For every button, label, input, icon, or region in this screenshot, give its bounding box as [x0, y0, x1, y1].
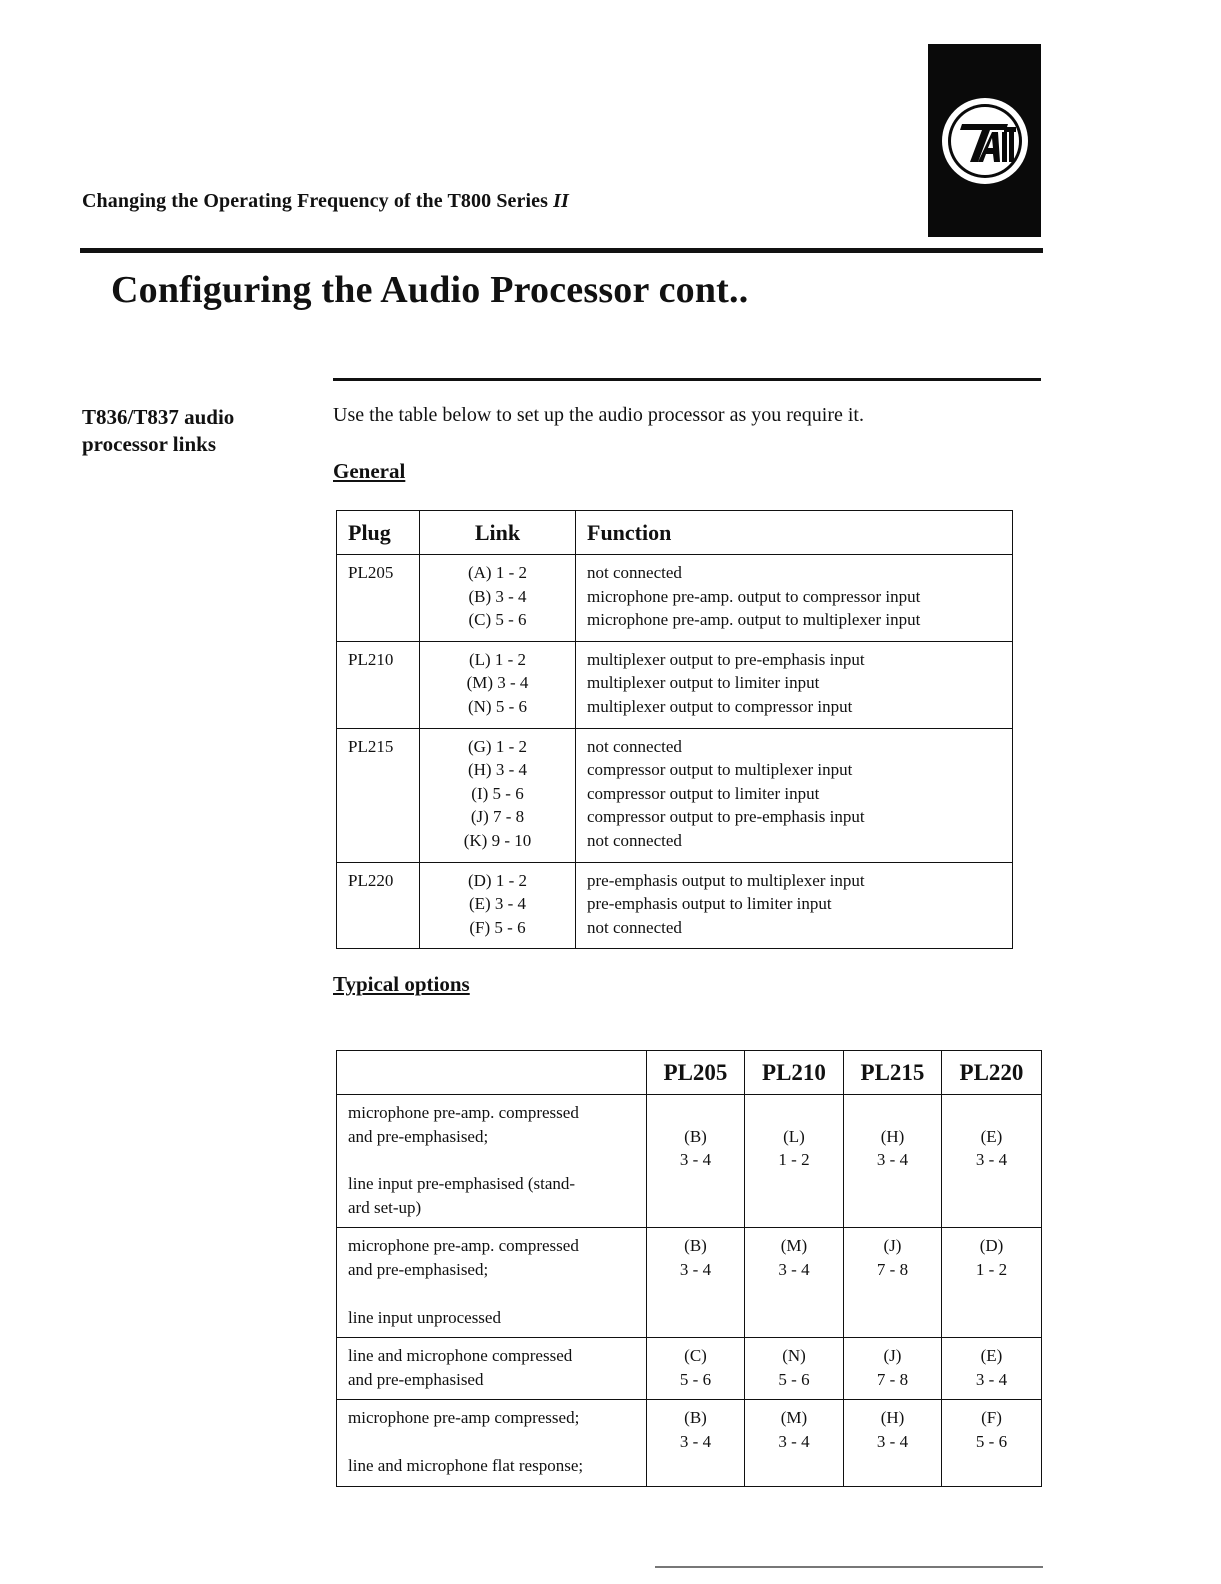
side-heading-line: T836/T837 audio — [82, 405, 235, 429]
link-setting-cell — [647, 1095, 745, 1228]
link-setting-cell — [745, 1338, 844, 1400]
link-setting-cell — [844, 1095, 942, 1228]
typical-table-body — [337, 1095, 1042, 1487]
link-setting-cell — [745, 1400, 844, 1486]
page-title: Configuring the Audio Processor cont.. — [111, 269, 749, 311]
description-line: and pre-emphasised; — [348, 1126, 489, 1146]
tait-logo-icon — [928, 44, 1041, 237]
description-line: line input pre-emphasised (stand- — [348, 1174, 576, 1194]
link-setting: 3 - 4 — [778, 1431, 810, 1451]
function-text: multiplexer output to pre-emphasis input — [587, 649, 865, 669]
link-setting-cell — [942, 1338, 1042, 1400]
typical-options-heading: Typical options — [333, 972, 470, 996]
link-setting: (N) — [782, 1346, 806, 1366]
link-setting: (H) — [880, 1126, 905, 1146]
link-value: (D) 1 - 2 — [467, 870, 527, 890]
function-text: compressor output to limiter input — [587, 783, 820, 803]
link-cell — [420, 728, 576, 862]
link-value: (I) 5 - 6 — [471, 783, 524, 803]
description-line: microphone pre-amp. compressed — [348, 1103, 579, 1122]
link-setting: 3 - 4 — [679, 1259, 712, 1279]
intro-text: Use the table below to set up the audio processor as you require it. — [333, 404, 864, 426]
link-setting: (B) — [684, 1236, 707, 1256]
function-text: multiplexer output to limiter input — [587, 673, 820, 693]
link-setting-cell — [942, 1095, 1042, 1228]
description-line: microphone pre-amp. compressed — [348, 1236, 579, 1256]
column-header-pl210: PL210 — [745, 1051, 844, 1095]
link-setting: (J) — [883, 1346, 902, 1366]
typical-options-table — [336, 1050, 1042, 1487]
side-heading-line: processor links — [82, 432, 216, 456]
column-header-plug: Plug — [337, 511, 420, 555]
function-text: not connected — [587, 563, 682, 582]
link-setting: 3 - 4 — [975, 1150, 1008, 1170]
section-rule — [333, 378, 1041, 381]
table-row — [337, 641, 1013, 728]
link-value: (G) 1 - 2 — [467, 736, 527, 756]
link-setting: 3 - 4 — [975, 1369, 1008, 1389]
running-header-title: Changing the Operating Frequency of the T800 Series — [82, 190, 549, 212]
link-setting: 7 - 8 — [876, 1259, 909, 1279]
option-description — [337, 1095, 647, 1228]
paragraph-gap — [348, 1148, 636, 1172]
link-value: (B) 3 - 4 — [468, 586, 527, 606]
function-text: multiplexer output to compressor input — [587, 696, 853, 716]
description-line: and pre-emphasised — [348, 1369, 484, 1389]
description-line: and pre-emphasised; — [348, 1259, 489, 1279]
link-value: (L) 1 - 2 — [468, 649, 527, 669]
option-description — [337, 1400, 647, 1486]
paragraph-gap — [348, 1282, 636, 1306]
description-line: line and microphone compressed — [348, 1346, 573, 1366]
link-setting: 5 - 6 — [975, 1431, 1008, 1451]
link-value: (E) 3 - 4 — [468, 894, 527, 914]
link-value: (J) 7 - 8 — [470, 807, 525, 827]
table-row — [337, 1228, 1042, 1338]
link-setting: (J) — [883, 1236, 902, 1256]
link-setting-cell — [745, 1228, 844, 1338]
description-line: line input unprocessed — [348, 1307, 501, 1327]
link-cell — [420, 641, 576, 728]
plug-cell: PL220 — [337, 862, 420, 949]
function-cell — [576, 641, 1013, 728]
link-setting: 1 - 2 — [975, 1259, 1008, 1279]
link-setting: 7 - 8 — [876, 1369, 909, 1389]
link-value: (N) 5 - 6 — [467, 696, 527, 716]
table-row — [337, 728, 1013, 862]
link-setting: 5 - 6 — [679, 1369, 712, 1389]
plug-cell: PL205 — [337, 555, 420, 642]
general-heading: General — [333, 459, 406, 483]
header-rule — [80, 248, 1043, 253]
table-row — [337, 1095, 1042, 1228]
description-line: ard set-up) — [348, 1197, 422, 1217]
table-row — [337, 862, 1013, 949]
link-setting-cell — [647, 1400, 745, 1486]
running-header — [82, 190, 569, 213]
plug-cell: PL210 — [337, 641, 420, 728]
function-text: microphone pre-amp. output to compressor input — [587, 586, 921, 606]
function-text: pre-emphasis output to multiplexer input — [587, 870, 865, 890]
link-value: (F) 5 - 6 — [469, 917, 526, 937]
function-text: not connected — [587, 736, 682, 756]
link-setting: 3 - 4 — [679, 1150, 712, 1170]
function-text: compressor output to multiplexer input — [587, 760, 853, 780]
table-row — [337, 1338, 1042, 1400]
link-setting-cell — [844, 1338, 942, 1400]
column-header-pl220: PL220 — [942, 1051, 1042, 1095]
link-setting: (M) — [780, 1408, 808, 1428]
function-cell — [576, 862, 1013, 949]
function-text: compressor output to pre-emphasis input — [587, 807, 865, 827]
column-header-pl215: PL215 — [844, 1051, 942, 1095]
function-cell — [576, 555, 1013, 642]
function-text: not connected — [587, 917, 682, 937]
table-header-row — [337, 511, 1013, 555]
link-cell — [420, 555, 576, 642]
link-setting: 3 - 4 — [876, 1150, 909, 1170]
link-setting: (F) — [981, 1408, 1002, 1428]
link-setting-cell — [745, 1095, 844, 1228]
side-heading — [82, 404, 282, 458]
link-setting-cell — [647, 1228, 745, 1338]
link-setting-cell — [942, 1400, 1042, 1486]
link-setting: 3 - 4 — [778, 1259, 810, 1279]
column-header-description — [337, 1051, 647, 1095]
link-value: (M) 3 - 4 — [466, 673, 529, 693]
link-setting-cell — [844, 1228, 942, 1338]
link-cell — [420, 862, 576, 949]
general-table-body — [337, 555, 1013, 949]
table-header-row — [337, 1051, 1042, 1095]
table-row — [337, 1400, 1042, 1486]
link-value: (H) 3 - 4 — [467, 760, 527, 780]
link-setting: (M) — [780, 1236, 808, 1256]
function-text: pre-emphasis output to limiter input — [587, 894, 832, 914]
link-setting: (E) — [980, 1126, 1003, 1146]
paragraph-gap — [348, 1430, 636, 1454]
plug-cell: PL215 — [337, 728, 420, 862]
table-row — [337, 555, 1013, 642]
link-setting-cell — [647, 1338, 745, 1400]
general-links-table — [336, 510, 1013, 949]
description-line: line and microphone flat response; — [348, 1455, 584, 1475]
link-setting: (H) — [880, 1408, 905, 1428]
link-value: (C) 5 - 6 — [468, 610, 527, 630]
link-setting: 1 - 2 — [778, 1150, 810, 1170]
link-setting: (E) — [980, 1346, 1003, 1366]
description-line: microphone pre-amp compressed; — [348, 1408, 580, 1428]
column-header-pl205: PL205 — [647, 1051, 745, 1095]
link-setting: (B) — [684, 1126, 707, 1146]
link-setting-cell — [844, 1400, 942, 1486]
link-setting: (C) — [684, 1346, 707, 1366]
link-setting: 5 - 6 — [778, 1369, 810, 1389]
tait-logo — [928, 44, 1041, 237]
link-setting-cell — [942, 1228, 1042, 1338]
link-value: (K) 9 - 10 — [463, 830, 532, 850]
option-description — [337, 1338, 647, 1400]
running-header-series: II — [553, 190, 569, 212]
option-description — [337, 1228, 647, 1338]
link-setting: 3 - 4 — [876, 1431, 909, 1451]
link-setting: (L) — [783, 1126, 805, 1146]
column-header-function: Function — [576, 511, 1013, 555]
link-setting: (D) — [979, 1236, 1004, 1256]
link-value: (A) 1 - 2 — [467, 563, 527, 582]
bottom-rule — [655, 1566, 1043, 1568]
column-header-link: Link — [420, 511, 576, 555]
function-text: microphone pre-amp. output to multiplexer input — [587, 610, 921, 630]
link-setting: 3 - 4 — [679, 1431, 712, 1451]
function-text: not connected — [587, 830, 682, 850]
link-setting: (B) — [684, 1408, 707, 1428]
function-cell — [576, 728, 1013, 862]
